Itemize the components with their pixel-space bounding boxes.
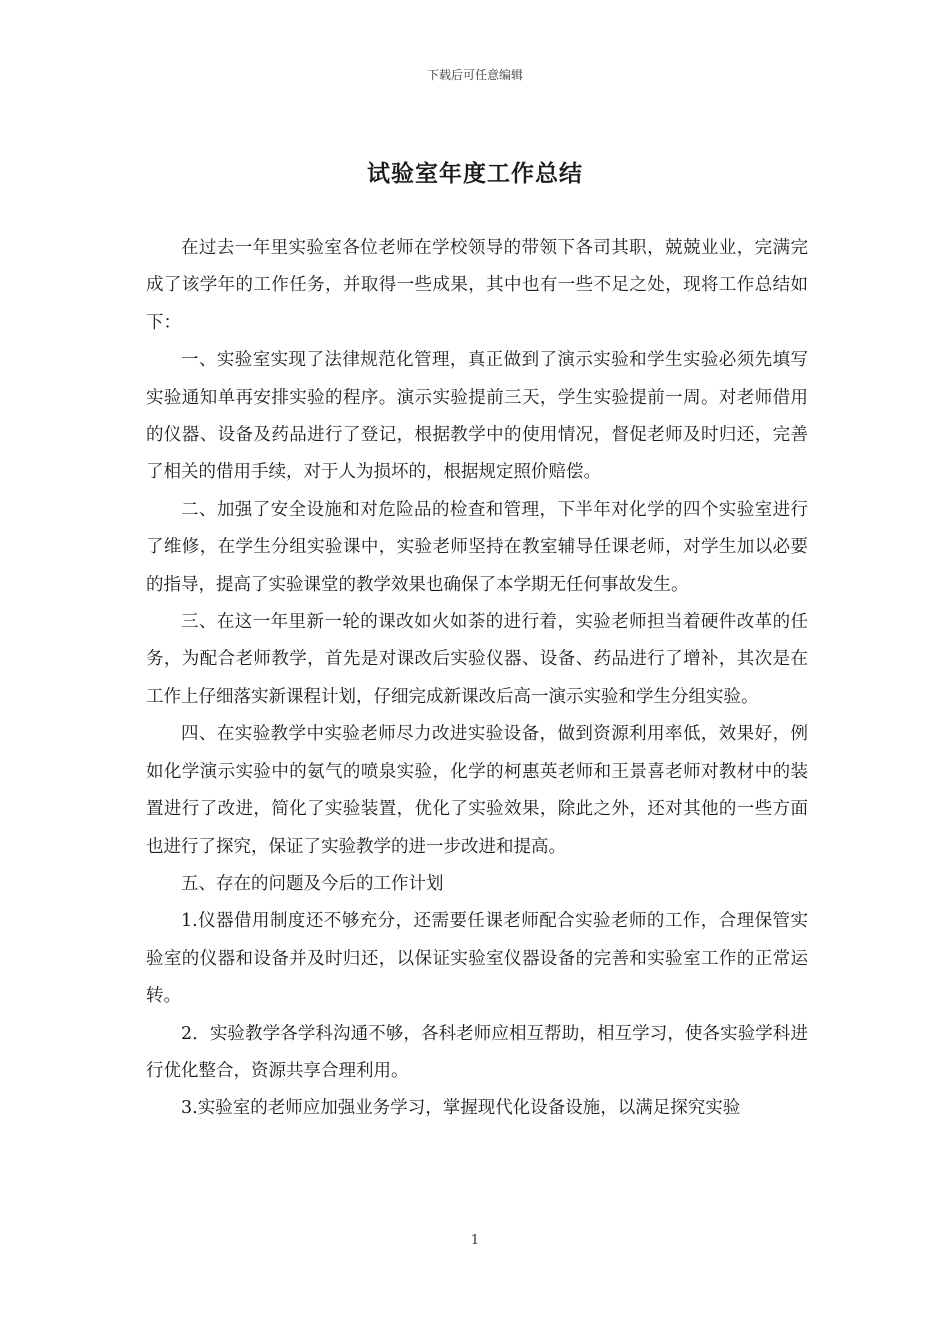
paragraph-item-5-heading: 五、存在的问题及今后的工作计划 — [181, 873, 444, 894]
page-number: 1 — [470, 1233, 480, 1248]
document-body — [146, 230, 808, 1128]
paragraph-item-4: 四、在实验教学中实验老师尽力改进实验设备，做到资源利用率低，效果好，例如化学演示实验中的氨气的喷泉实验，化学的柯惠英老师和王景喜老师对教材中的装置进行了改进，简化了实验装置，优化了实验效果，除此之外，还对其他的一些方面也进行了探究，保证了实验教学的进一步改进和提高。 — [146, 724, 808, 857]
paragraph-item-2: 二、加强了安全设施和对危险品的检查和管理，下半年对化学的四个实验室进行了维修，在学生分组实验课中，实验老师坚持在教室辅导任课老师，对学生加以必要的指导，提高了实验课堂的教学效果也确保了本学期无任何事故发生。 — [146, 499, 808, 595]
document-title: 试验室年度工作总结 — [367, 160, 583, 187]
paragraph-item-3: 三、在这一年里新一轮的课改如火如荼的进行着，实验老师担当着硬件改革的任务，为配合老师教学，首先是对课改后实验仪器、设备、药品进行了增补，其次是在工作上仔细落实新课程计划，仔细完成新课改后高一演示实验和学生分组实验。 — [146, 612, 808, 707]
paragraph-plan-2: 2．实验教学各学科沟通不够，各科老师应相互帮助，相互学习，使各实验学科进行优化整合，资源共享合理利用。 — [146, 1023, 808, 1081]
page-header: 下载后可任意编辑 — [426, 68, 523, 82]
paragraph-plan-3: 3.实验室的老师应加强业务学习，掌握现代化设备设施，以满足探究实验 — [181, 1098, 741, 1119]
paragraph-plan-1: 1.仪器借用制度还不够充分，还需要任课老师配合实验老师的工作，合理保管实验室的仪器和设备并及时归还，以保证实验室仪器设备的完善和实验室工作的正常运转。 — [146, 911, 808, 1007]
paragraph-intro: 在过去一年里实验室各位老师在学校领导的带领下各司其职，兢兢业业，完满完成了该学年的工作任务，并取得一些成果，其中也有一些不足之处，现将工作总结如下： — [146, 238, 808, 333]
paragraph-item-1: 一、实验室实现了法律规范化管理，真正做到了演示实验和学生实验必须先填写实验通知单再安排实验的程序。演示实验提前三天，学生实验提前一周。对老师借用的仪器、设备及药品进行了登记，根据教学中的使用情况，督促老师及时归还，完善了相关的借用手续，对于人为损坏的，根据规定照价赔偿。 — [146, 350, 808, 483]
